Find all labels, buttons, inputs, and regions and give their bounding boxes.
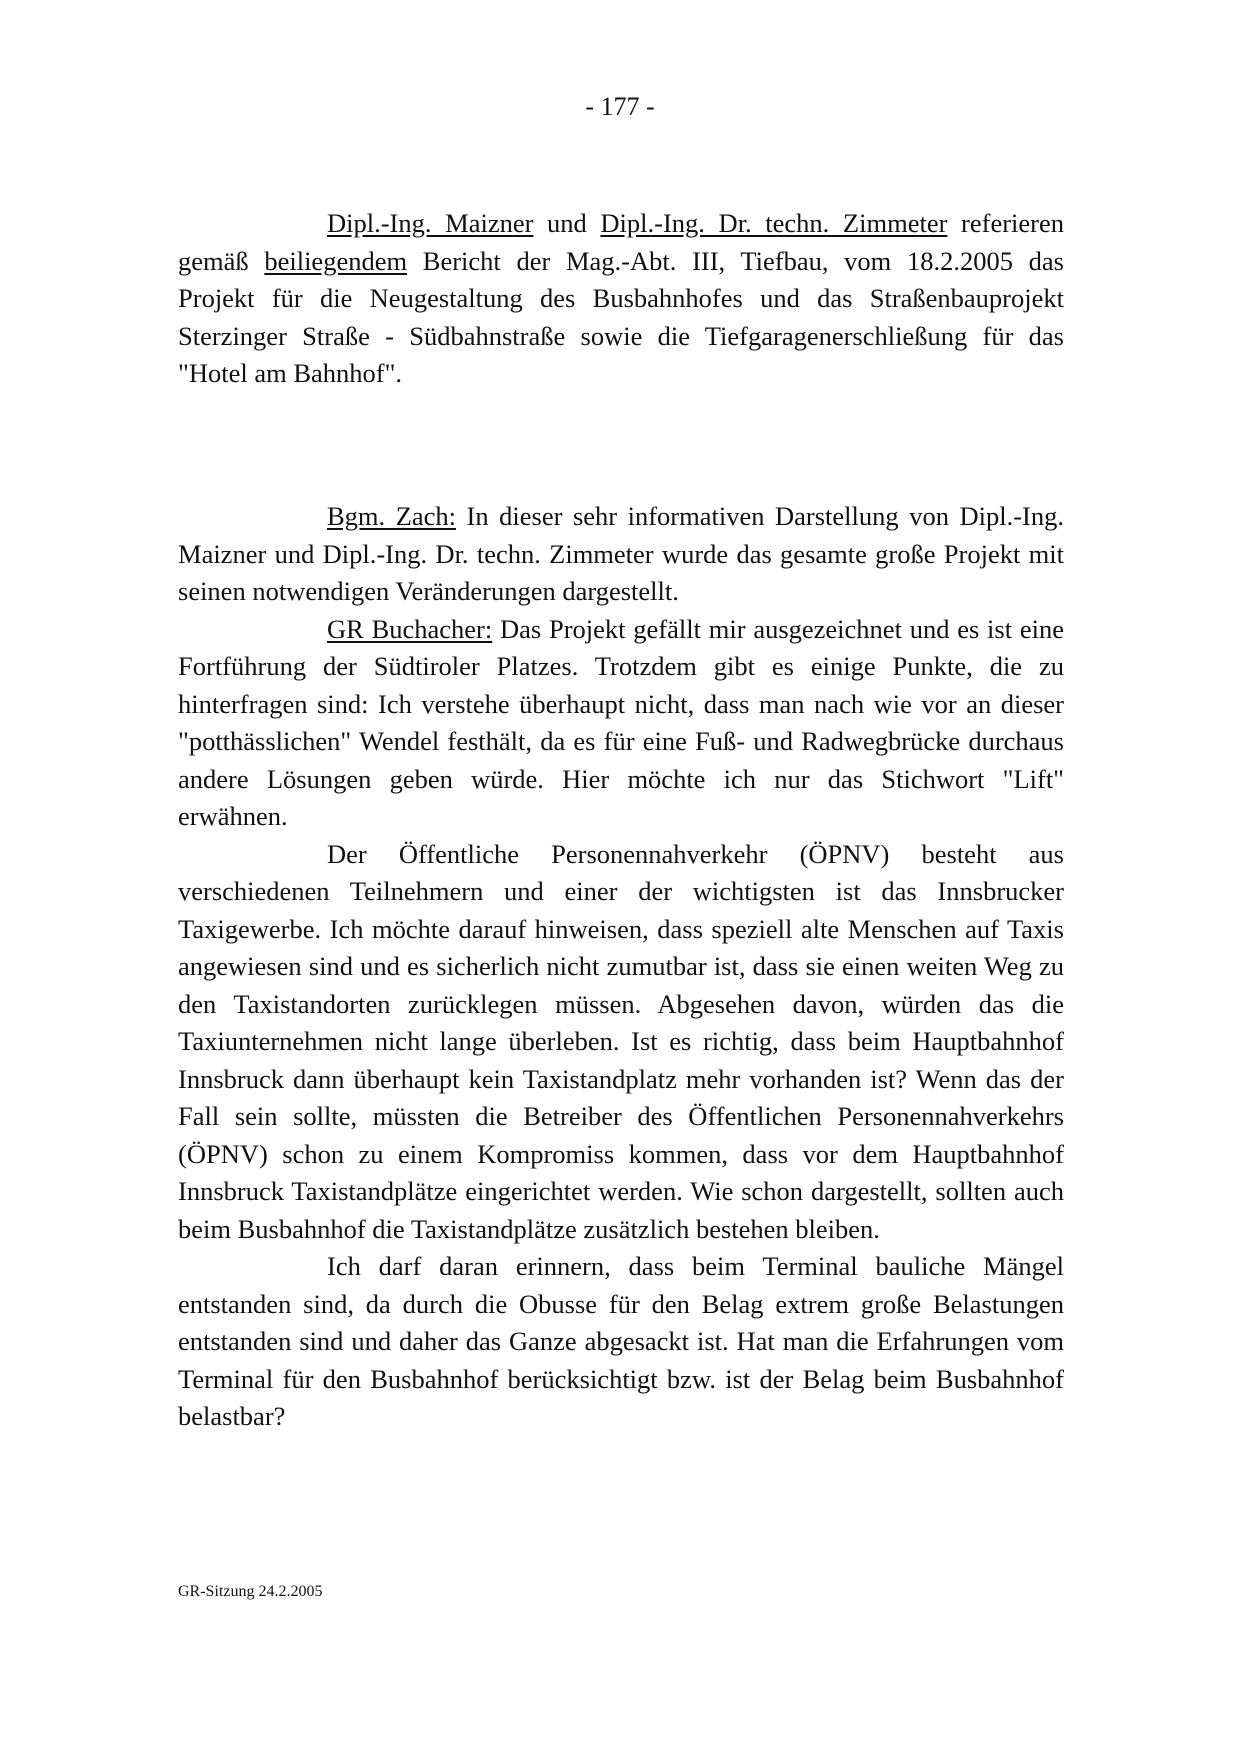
attachment-reference: beiliegendem <box>264 245 408 276</box>
page-footer: GR-Sitzung 24.2.2005 <box>178 1583 323 1600</box>
intro-block <box>178 205 1064 393</box>
paragraph-terminal: Ich darf daran erinnern, dass beim Terminal bauliche Mängel entstanden sind, da durch die Obusse für den Belag extrem große Belastungen entstanden sind und daher das Ganze abgesackt ist. Hat man die Erfahrungen vom Terminal für den Busbahnhof berücksichtigt bzw. ist der Belag beim Busbahnhof belastbar? <box>178 1251 1064 1431</box>
conjunction-text: und <box>533 208 601 238</box>
discussion-block <box>178 498 1064 1436</box>
paragraph-buchacher <box>178 611 1064 836</box>
speaker-buchacher: GR Buchacher: <box>327 613 493 644</box>
speaker-zach: Bgm. Zach: <box>327 501 457 531</box>
paragraph-oepnv: Der Öffentliche Personennahverkehr (ÖPNV) besteht aus verschiedenen Teilnehmern und einer der wichtigsten ist das Innsbrucker Taxigewerbe. Ich möchte darauf hinweisen, dass speziell alte Menschen auf Taxis angewiesen sind und es sicherlich nicht zumutbar ist, dass sie einen weiten Weg zu den Taxistandorten zurücklegen müssen. Abgesehen davon, würden das die Taxiunternehmen nicht lange überleben. Ist es richtig, dass beim Hauptbahnhof Innsbruck dann überhaupt kein Taxistandplatz mehr vorhanden ist? Wenn das der Fall sein sollte, müssten die Betreiber des Öffentlichen Personennahverkehrs (ÖPNV) schon zu einem Kompromiss kommen, dass vor dem Hauptbahnhof Innsbruck Taxistandplätze eingerichtet werden. Wie schon dargestellt, sollten auch beim Busbahnhof die Taxistandplätze zusätzlich bestehen bleiben. <box>178 838 1064 1244</box>
paragraph-text: referieren gemäß <box>178 208 1064 276</box>
paragraph-text: Das Projekt gefällt mir ausgezeichnet und es ist eine Fortführung der Südtiroler Platzes. Trotzdem gibt es einige Punkte, die zu hinterfragen sind: Ich verstehe überhaupt nicht, dass man nach wie vor an dieser "potthässlichen" Wendel festhält, da es für eine Fuß- und Radwegbrücke durchaus andere Lösungen geben würde. Hier möchte ich nur das Stichwort "Lift" erwähnen. <box>178 613 1064 831</box>
paragraph-text: Bericht der Mag.-Abt. III, Tiefbau, vom 18.2.2005 das Projekt für die Neugestaltung des Busbahnhofes und das Straßenbauprojekt Sterzinger Straße - Südbahnstraße sowie die Tiefgaragenerschließung für das "Hotel am Bahnhof". <box>178 245 1064 388</box>
speaker-maizner: Dipl.-Ing. Maizner <box>327 208 534 238</box>
paragraph-zach <box>178 498 1064 611</box>
paragraph-presentation <box>178 205 1064 393</box>
speaker-zimmeter: Dipl.-Ing. Dr. techn. Zimmeter <box>600 208 948 238</box>
paragraph-text: In dieser sehr informativen Darstellung von Dipl.-Ing. Maizner und Dipl.-Ing. Dr. techn. Zimmeter wurde das gesamte große Projekt mit seinen notwendigen Veränderungen dargestellt. <box>178 501 1064 606</box>
page-number: - 177 - <box>585 92 655 121</box>
